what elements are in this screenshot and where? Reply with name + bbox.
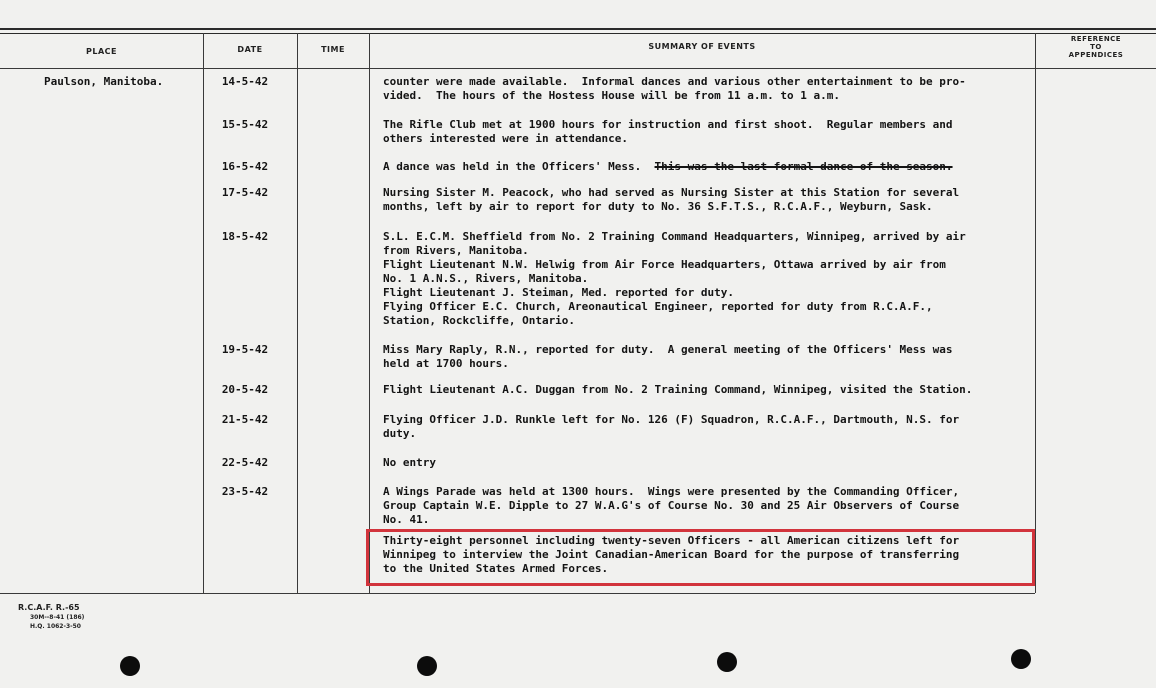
entry-text-line: A Wings Parade was held at 1300 hours. Wings were presented by the Commanding Officer, — [383, 485, 960, 498]
header-date: DATE — [237, 45, 263, 54]
entry-text-line: Flight Lieutenant A.C. Duggan from No. 2 Training Command, Winnipeg, visited the Station. — [383, 383, 973, 396]
header-place: PLACE — [86, 47, 117, 56]
entry-date: 23-5-42 — [221, 485, 269, 498]
entry-text-line: The Rifle Club met at 1900 hours for instruction and first shoot. Regular members and — [383, 118, 953, 131]
entry-date: 17-5-42 — [221, 186, 269, 199]
entry-text-line: No entry — [383, 456, 436, 469]
entry-date: 16-5-42 — [221, 160, 269, 173]
entry-text-line: Miss Mary Raply, R.N., reported for duty. A general meeting of the Officers' Mess was — [383, 343, 953, 356]
entry-date: 20-5-42 — [221, 383, 269, 396]
entry-text-line: Thirty-eight personnel including twenty-seven Officers - all American citizens left for — [383, 534, 960, 547]
header-time: TIME — [321, 45, 345, 54]
form-line-2: H.Q. 1062-3-50 — [30, 623, 81, 630]
entry-date: 21-5-42 — [221, 413, 269, 426]
entry-text-line: Winnipeg to interview the Joint Canadian-American Board for the purpose of transferring — [383, 548, 960, 561]
punch-hole — [120, 656, 140, 676]
entry-date: 22-5-42 — [221, 456, 269, 469]
top-rule — [0, 28, 1156, 30]
punch-hole — [717, 652, 737, 672]
column-divider-time — [369, 33, 370, 593]
struck-text: This was the last formal dance of the season. — [654, 160, 953, 173]
bottom-rule — [0, 593, 1035, 594]
column-divider-date — [297, 33, 298, 593]
entry-text-line: duty. — [383, 427, 417, 440]
entry-text-line: Flying Officer E.C. Church, Areonautical Engineer, reported for duty from R.C.A.F., — [383, 300, 933, 313]
top-rule-inner — [0, 33, 1156, 34]
header-rule — [0, 68, 1156, 69]
entry-text-line: A dance was held in the Officers' Mess. This was the last formal dance of the season. — [383, 160, 953, 173]
entry-text-line: No. 1 A.N.S., Rivers, Manitoba. — [383, 272, 589, 285]
entry-date: 14-5-42 — [221, 75, 269, 88]
entry-text-line: counter were made available. Informal dances and various other entertainment to be pro- — [383, 75, 966, 88]
entry-text-line: Group Captain W.E. Dipple to 27 W.A.G's of Course No. 30 and 25 Air Observers of Course — [383, 499, 960, 512]
entry-text-line: Station, Rockcliffe, Ontario. — [383, 314, 576, 327]
entry-text-line: Flight Lieutenant N.W. Helwig from Air Force Headquarters, Ottawa arrived by air from — [383, 258, 946, 271]
entry-text-line: others interested were in attendance. — [383, 132, 629, 145]
entry-date: 15-5-42 — [221, 118, 269, 131]
entry-text-line: vided. The hours of the Hostess House will be from 11 a.m. to 1 a.m. — [383, 89, 840, 102]
form-line-1: 30M--8-41 (186) — [30, 614, 85, 621]
column-divider-place — [203, 33, 204, 593]
header-reference: REFERENCE TO APPENDICES — [1068, 35, 1124, 59]
place-label: Paulson, Manitoba. — [44, 75, 164, 88]
entry-date: 19-5-42 — [221, 343, 269, 356]
entry-text-line: to the United States Armed Forces. — [383, 562, 609, 575]
entry-text-line: Flight Lieutenant J. Steiman, Med. reported for duty. — [383, 286, 734, 299]
header-summary: SUMMARY OF EVENTS — [648, 42, 756, 51]
punch-hole — [1011, 649, 1031, 669]
entry-text-line: from Rivers, Manitoba. — [383, 244, 529, 257]
entry-text-line: Flying Officer J.D. Runkle left for No. 126 (F) Squadron, R.C.A.F., Dartmouth, N.S. for — [383, 413, 960, 426]
entry-text-line: Nursing Sister M. Peacock, who had served as Nursing Sister at this Station for several — [383, 186, 960, 199]
entry-date: 18-5-42 — [221, 230, 269, 243]
entry-text-line: months, left by air to report for duty to No. 36 S.F.T.S., R.C.A.F., Weyburn, Sask. — [383, 200, 933, 213]
highlight-box — [366, 529, 1035, 586]
punch-hole — [417, 656, 437, 676]
entry-text-line: held at 1700 hours. — [383, 357, 509, 370]
form-code: R.C.A.F. R.-65 — [18, 603, 80, 612]
entry-text-line: S.L. E.C.M. Sheffield from No. 2 Training Command Headquarters, Winnipeg, arrived by air — [383, 230, 966, 243]
column-divider-summary — [1035, 33, 1036, 593]
entry-text-line: No. 41. — [383, 513, 430, 526]
